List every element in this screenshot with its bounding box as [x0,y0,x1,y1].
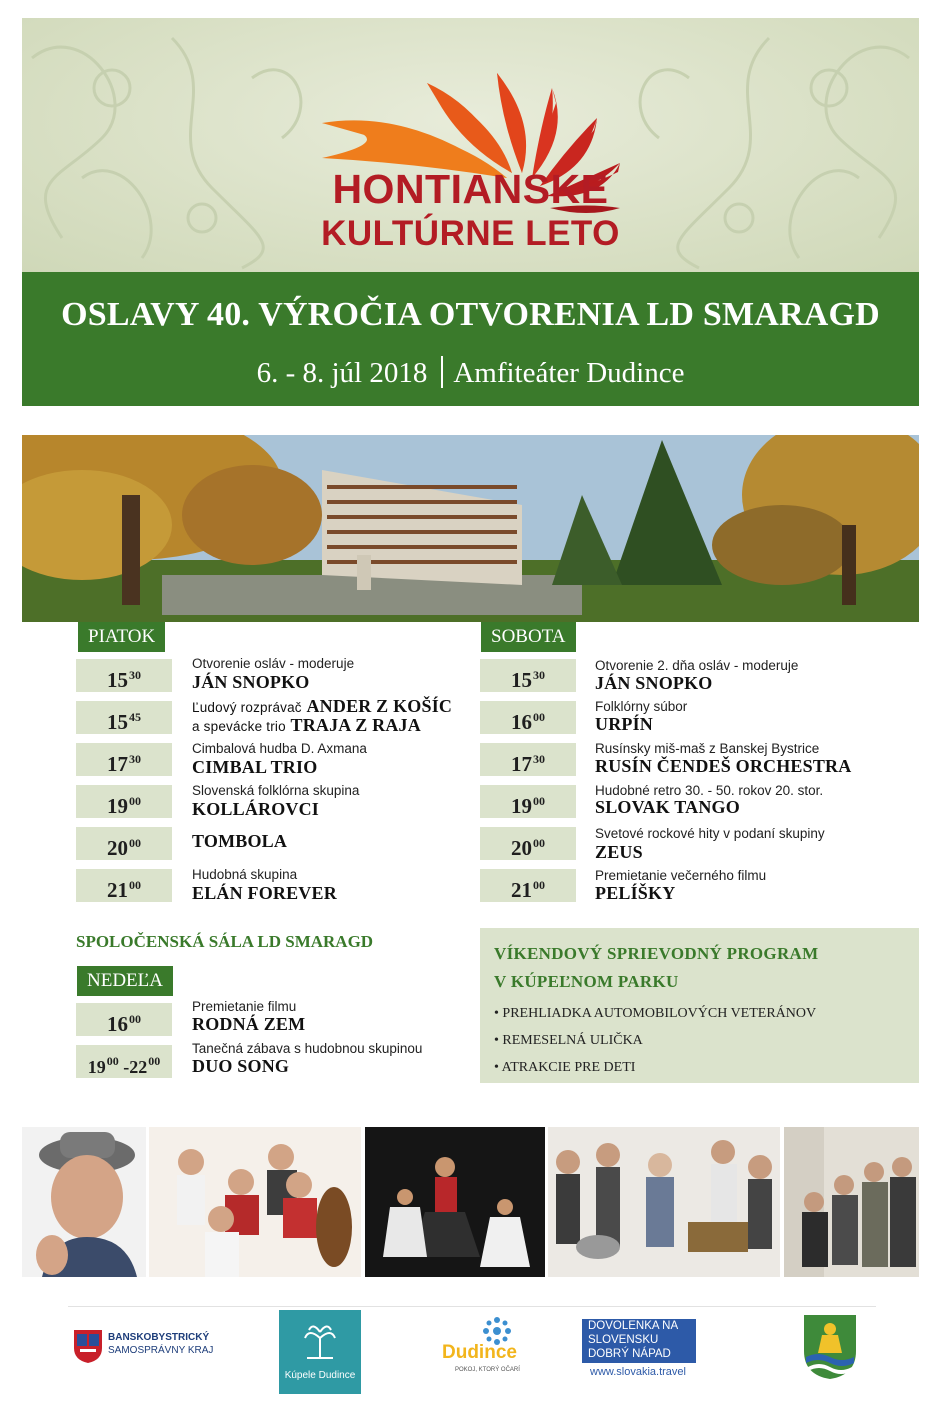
sunday-venue-title: SPOLOČENSKÁ SÁLA LD SMARAGD [76,932,374,951]
weekend-title-line2: V KÚPEĽNOM PARKU [494,972,679,991]
event-description: Tanečná zábava s hudobnou skupinou [192,1041,423,1056]
event-performer: PELÍŠKY [595,883,676,903]
slovakia-line1: DOVOLENKA NA [588,1320,679,1332]
event-performer: JÁN SNOPKO [192,672,310,692]
time-slot: $21^{00}$ [76,869,172,902]
photo-tango-group [784,1127,919,1277]
event-performer: URPÍN [595,714,653,734]
event-description: Cimbalová hudba D. Axmana [192,741,367,756]
kupele-name: Kúpele Dudince [284,1370,356,1381]
event-description: Otvorenie osláv - moderuje [192,656,355,671]
time-slot: $15^{30}$ [480,659,576,692]
divider [68,1306,876,1307]
time-slot: $17^{30}$ [76,743,172,776]
event-performer: SLOVAK TANGO [595,797,740,817]
event-description: Hudobná skupina [192,867,298,882]
tab-nedela: NEDEĽA [77,966,173,996]
event-description: Hudobné retro 30. - 50. rokov 20. stor. [595,783,824,798]
slovakia-line2: SLOVENSKU [588,1334,659,1346]
time-slot: $16^{00}$ [76,1003,172,1036]
weekend-program-box [480,928,919,1083]
spa-hotel-photo [22,435,919,622]
bbsk-name-line2: SAMOSPRÁVNY KRAJ [108,1345,214,1356]
logo-kupele-dudince [279,1310,361,1394]
tab-piatok: PIATOK [78,622,165,652]
weekend-item: • REMESELNÁ ULIČKA [494,1033,643,1048]
time-slot: $19^{00}$ $-22^{00}$ [76,1045,172,1078]
event-performer-line2: a spevácke trio TRAJA Z RAJA [192,715,421,735]
divider [441,356,443,388]
event-performer: RUSÍN ČENDEŠ ORCHESTRA [595,756,852,776]
event-description: Premietanie filmu [192,999,297,1014]
event-performer: DUO SONG [192,1056,290,1076]
event-performer: CIMBAL TRIO [192,757,318,777]
festival-logo-line1: HONTIANSKE [332,166,609,212]
event-venue: Amfiteáter Dudince [453,357,685,389]
event-description: Slovenská folklórna skupina [192,783,360,798]
event-description: Premietanie večerného filmu [595,868,767,883]
slovakia-url: www.slovakia.travel [590,1366,686,1378]
time-slot: $21^{00}$ [480,869,576,902]
weekend-item: • PREHLIADKA AUTOMOBILOVÝCH VETERÁNOV [494,1006,817,1021]
photo-folk-dancers [365,1127,545,1277]
event-performer: KOLLÁROVCI [192,799,320,819]
time-slot: $17^{30}$ [480,743,576,776]
moderator-illustration [22,1127,146,1277]
time-slot: $20^{00}$ [480,827,576,860]
event-title: OSLAVY 40. VÝROČIA OTVORENIA LD SMARAGD [61,296,880,333]
hotel-illustration [22,435,919,622]
weekend-title-line1: VÍKENDOVÝ SPRIEVODNÝ PROGRAM [494,944,819,963]
band-illustration [149,1127,361,1277]
time-slot: $20^{00}$ [76,827,172,860]
dudince-wordmark: Dudince [442,1342,517,1363]
event-performer: ZEUS [595,842,643,862]
event-performer: JÁN SNOPKO [595,673,713,693]
event-description: Otvorenie 2. dňa osláv - moderuje [595,658,799,673]
slovakia-line3: DOBRÝ NÁPAD [588,1348,671,1360]
dancers-illustration [365,1127,545,1277]
photo-moderator [22,1127,146,1277]
event-description: Svetové rockové hity v podaní skupiny [595,826,825,841]
time-slot: $19^{00}$ [480,785,576,818]
dudince-tagline: POKOJ, KTORÝ OČARÍ [455,1367,520,1373]
festival-logo-line2: KULTÚRNE LETO [321,214,620,253]
event-performer: RODNÁ ZEM [192,1014,306,1034]
photo-orchestra [548,1127,780,1277]
fountain-icon [301,1320,339,1360]
event-date-venue [22,356,919,390]
event-description: Rusínsky miš-maš z Banskej Bystrice [595,741,820,756]
time-slot: $15^{30}$ [76,659,172,692]
time-slot: $16^{00}$ [480,701,576,734]
event-performer-line1: Ľudový rozprávač ANDER Z KOŠÍC [192,696,453,716]
time-slot: $19^{00}$ [76,785,172,818]
event-dates: 6. - 8. júl 2018 [256,357,428,389]
tango-illustration [784,1127,919,1277]
town-crest-icon [802,1313,858,1381]
event-performer: ELÁN FOREVER [192,883,337,903]
event-performer: TOMBOLA [192,831,288,851]
time-slot: $15^{45}$ [76,701,172,734]
header-banner [22,18,919,272]
bbsk-name-line1: BANSKOBYSTRICKÝ [108,1332,210,1343]
bbsk-crest-icon [72,1328,104,1364]
event-description: Folklórny súbor [595,699,688,714]
orchestra-illustration [548,1127,780,1277]
event-banner [22,272,919,406]
photo-band [149,1127,361,1277]
weekend-item: • ATRAKCIE PRE DETI [494,1060,636,1075]
tab-sobota: SOBOTA [481,622,576,652]
